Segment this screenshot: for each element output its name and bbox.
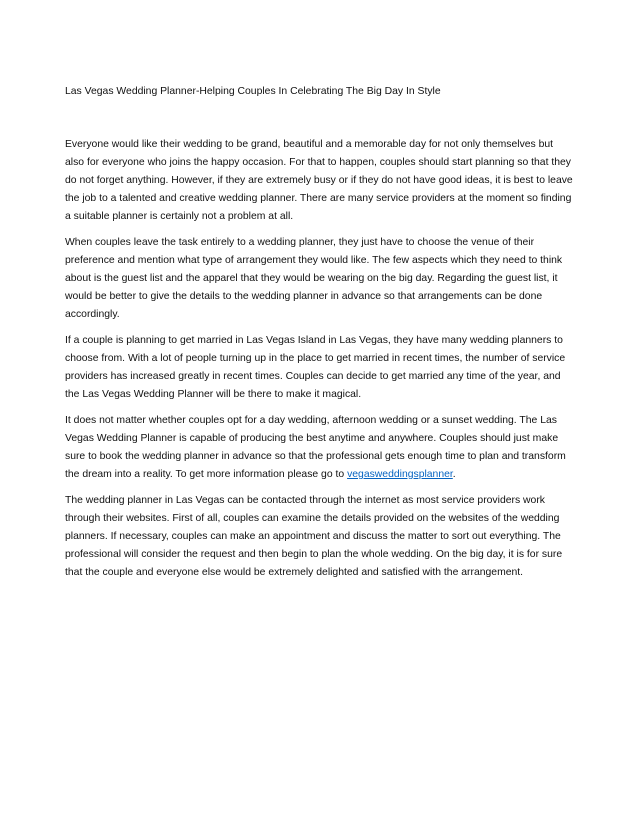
paragraph-2: When couples leave the task entirely to a wedding planner, they just have to choose the venue of their preference and mention what type of arrangement they would like. The few aspects which they need to think about is the guest list and the apparel that they would be wearing on the big day. Regarding the guest list, it would be better to give the details to the wedding planner in advance so that arrangements can be done accordingly.	[65, 237, 563, 320]
paragraph-4-text: It does not matter whether couples opt for a day wedding, afternoon wedding or a sunset wedding. The Las Vegas Wedding Planner is capable of producing the best anytime and anywhere. Couples should just make sure to book the wedding planner in advance so that the professional gets enough time to plan and transform the dream into a reality. To get more information please go to	[65, 415, 566, 480]
paragraph-1: Everyone would like their wedding to be grand, beautiful and a memorable day for not only themselves but also for everyone who joins the happy occasion. For that to happen, couples should start planning so that they do not forget anything. However, if they are extremely busy or if they do not have good ideas, it is best to leave the job to a talented and creative wedding planner. There are many service providers at the moment so finding a suitable planner is certainly not a problem at all.	[65, 139, 573, 222]
document-body	[65, 136, 575, 590]
paragraph-4-trailing: .	[452, 469, 456, 480]
vegasweddingsplanner-link[interactable]: vegasweddingsplanner	[347, 469, 453, 480]
paragraph-3: If a couple is planning to get married in Las Vegas Island in Las Vegas, they have many wedding planners to choose from. With a lot of people turning up in the place to get married in recent times, the number of service providers has increased greatly in recent times. Couples can decide to get married any time of the year, and the Las Vegas Wedding Planner will be there to make it magical.	[65, 335, 566, 400]
paragraph-4	[65, 412, 575, 484]
paragraph-5: The wedding planner in Las Vegas can be contacted through the internet as most service providers work through their websites. First of all, couples can examine the details provided on the websites of the wedding planners. If necessary, couples can make an appointment and discuss the matter to sort out everything. The professional will consider the request and then begin to plan the whole wedding. On the big day, it is for sure that the couple and everyone else would be extremely delighted and satisfied with the arrangement.	[65, 495, 563, 578]
document-title: Las Vegas Wedding Planner-Helping Couples In Celebrating The Big Day In Style	[65, 86, 441, 97]
